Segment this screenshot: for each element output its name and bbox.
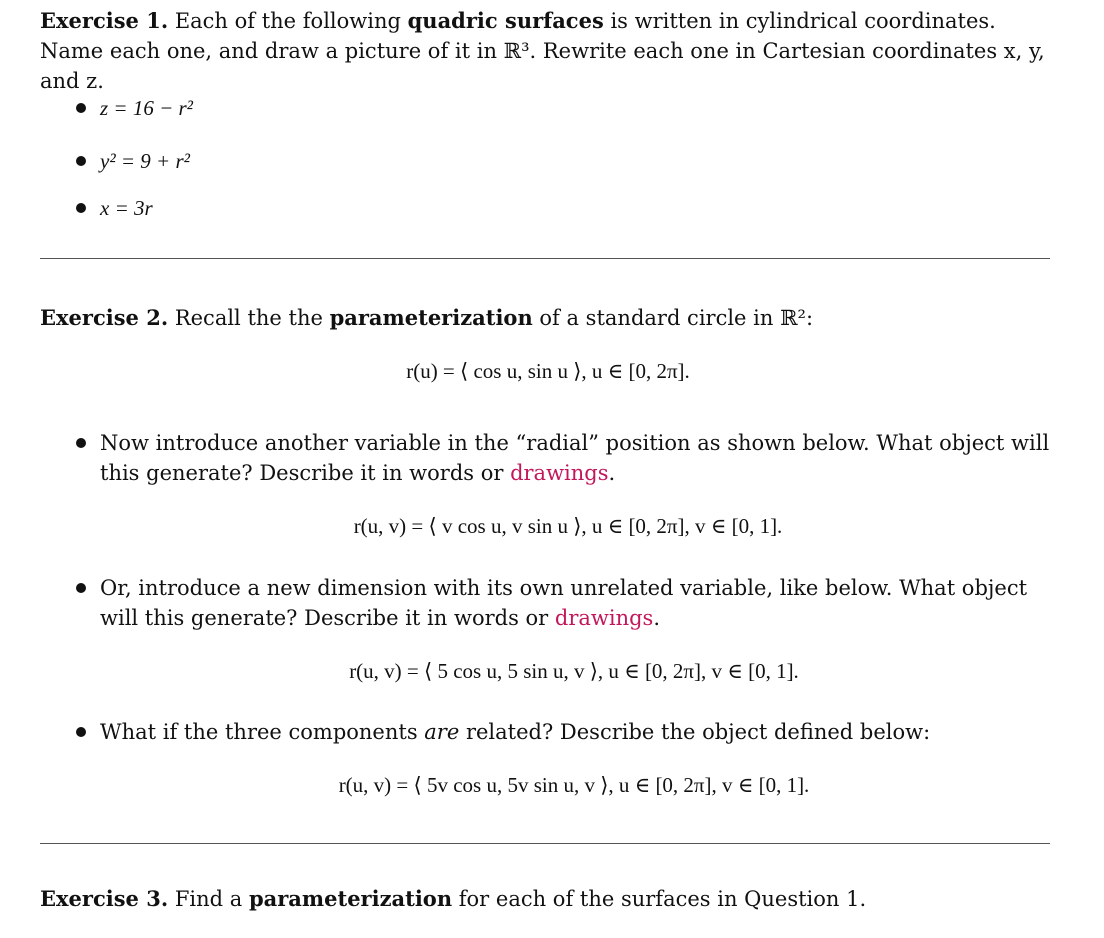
equation-cone: r(u, v) = ⟨ 5v cos u, 5v sin u, v ⟩, u ∈ [0, 2π], v ∈ [0, 1]. — [338, 773, 810, 797]
ex1-item-3: x = 3r — [100, 196, 153, 220]
bullet — [76, 438, 86, 448]
exercise-2-heading: Exercise 2. — [40, 305, 169, 330]
term-quadric-surfaces: quadric surfaces — [407, 8, 604, 33]
term-parameterization: parameterization — [329, 305, 533, 330]
exercise-1-statement: Exercise 1. Each of the following quadric surfaces is written in cylindrical coordinates. Name each one, and draw a picture of it in ℝ³. Rewrite each one in Cartesian coordinates x, y, and z. — [40, 8, 1045, 93]
bullet — [76, 727, 86, 737]
drawings-link[interactable]: drawings — [510, 461, 609, 485]
emphasis-are: are — [424, 720, 460, 744]
equation-cylinder: r(u, v) = ⟨ 5 cos u, 5 sin u, v ⟩, u ∈ [0, 2π], v ∈ [0, 1]. — [349, 659, 799, 683]
section-divider — [40, 843, 1050, 844]
exercise-2-statement: Exercise 2. Recall the the parameterization of a standard circle in ℝ²: — [40, 305, 814, 330]
ex2-bullet-3: What if the three components are related? Describe the object defined below: — [100, 720, 931, 744]
exercise-1-heading: Exercise 1. — [40, 8, 169, 33]
bullet — [76, 203, 86, 213]
ex1-item-1: z = 16 − r² — [100, 96, 193, 120]
bullet — [76, 156, 86, 166]
ex2-bullet-2: Or, introduce a new dimension with its own unrelated variable, like below. What object will this generate? Describe it in words or drawings. — [100, 576, 1028, 630]
bullet — [76, 103, 86, 113]
drawings-link[interactable]: drawings — [554, 606, 654, 630]
section-divider — [40, 258, 1050, 259]
exercise-3-statement: Exercise 3. Find a parameterization for each of the surfaces in Question 1. — [40, 886, 867, 911]
equation-disk: r(u, v) = ⟨ v cos u, v sin u ⟩, u ∈ [0, 2π], v ∈ [0, 1]. — [353, 514, 783, 538]
equation-circle: r(u) = ⟨ cos u, sin u ⟩, u ∈ [0, 2π]. — [406, 359, 690, 383]
bullet — [76, 583, 86, 593]
ex1-item-2: y² = 9 + r² — [100, 149, 190, 173]
exercise-3-heading: Exercise 3. — [40, 886, 169, 911]
term-parameterization: parameterization — [248, 886, 453, 911]
ex2-bullet-1: Now introduce another variable in the “radial” position as shown below. What object will this generate? Describe it in words or drawings. — [100, 431, 1050, 485]
